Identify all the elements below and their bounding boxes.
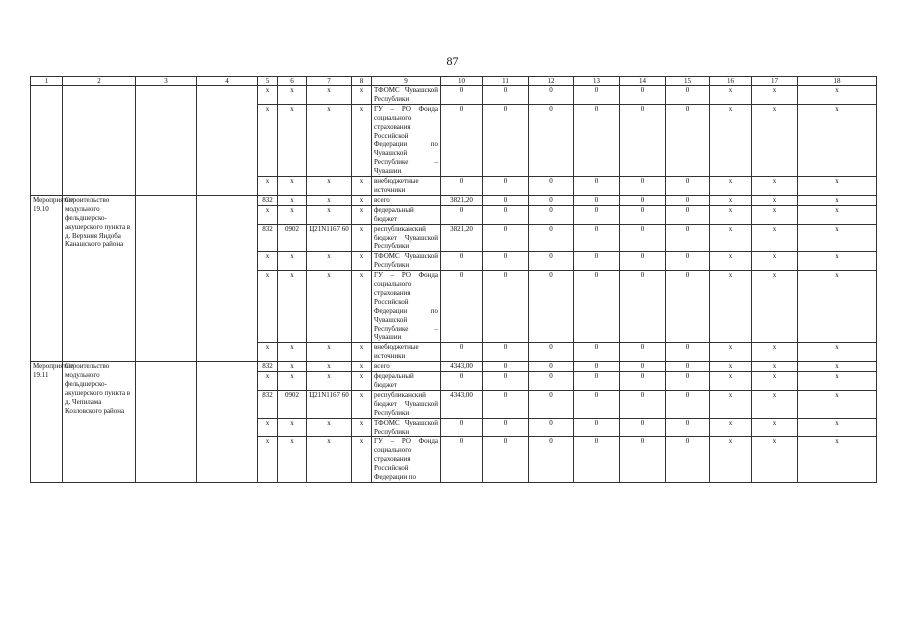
table-cell: x <box>307 104 352 176</box>
table-cell: 0 <box>666 177 710 196</box>
table-cell: 0 <box>483 362 529 372</box>
table-cell: x <box>258 177 278 196</box>
table-cell: x <box>752 177 798 196</box>
table-cell: x <box>710 224 752 252</box>
funding-source: ТФОМС Чувашской Республики <box>372 86 441 105</box>
table-cell: x <box>710 252 752 271</box>
table-cell: x <box>798 372 877 391</box>
table-cell: x <box>752 372 798 391</box>
table-cell: x <box>258 86 278 105</box>
table-cell: x <box>752 437 798 483</box>
table-cell: 0 <box>666 86 710 105</box>
table-cell: 0 <box>574 390 620 418</box>
funding-source: внебюджетные источники <box>372 343 441 362</box>
table-cell: x <box>278 437 307 483</box>
table-cell: 0 <box>666 104 710 176</box>
table-cell: x <box>798 177 877 196</box>
column-number-row <box>31 77 877 86</box>
table-cell: 0 <box>620 205 666 224</box>
table-cell: x <box>710 418 752 437</box>
table-cell: x <box>278 177 307 196</box>
table-cell: x <box>710 372 752 391</box>
table-cell: 0 <box>529 86 574 105</box>
table-cell: x <box>752 343 798 362</box>
table-cell: 0 <box>441 418 483 437</box>
table-cell: x <box>258 271 278 343</box>
table-cell: x <box>752 195 798 205</box>
table-cell: 0 <box>666 362 710 372</box>
table-cell: x <box>798 252 877 271</box>
funding-source: ТФОМС Чувашской Республики <box>372 418 441 437</box>
funding-source: федеральный бюджет <box>372 205 441 224</box>
table-cell: x <box>752 224 798 252</box>
empty-cell <box>136 195 197 361</box>
table-cell: x <box>710 437 752 483</box>
column-header: 5 <box>258 77 278 86</box>
table-cell: 0 <box>620 418 666 437</box>
column-header: 16 <box>710 77 752 86</box>
table-cell: 0 <box>483 372 529 391</box>
table-cell: x <box>307 177 352 196</box>
table-cell: x <box>258 418 278 437</box>
table-cell: 832 <box>258 362 278 372</box>
funding-source: ГУ – РО Фонда социального страхования Российской Федерации по Чувашской Республике – Чувашии <box>372 104 441 176</box>
table-cell: 0 <box>666 437 710 483</box>
table-cell: x <box>752 418 798 437</box>
table-cell: 0 <box>529 372 574 391</box>
empty-cell <box>197 86 258 196</box>
table-cell: x <box>710 362 752 372</box>
table-cell: 0 <box>529 343 574 362</box>
table-cell: 0 <box>666 271 710 343</box>
table-cell: x <box>752 362 798 372</box>
table-cell: 0 <box>441 104 483 176</box>
table-cell: x <box>752 205 798 224</box>
table-cell: x <box>278 252 307 271</box>
table-cell: 0 <box>574 86 620 105</box>
table-cell: x <box>798 205 877 224</box>
table-cell: 0 <box>574 418 620 437</box>
table-cell: 0 <box>620 372 666 391</box>
table-cell: 0 <box>620 390 666 418</box>
table-cell: x <box>352 252 372 271</box>
table-cell: 0 <box>620 195 666 205</box>
table-cell: x <box>710 390 752 418</box>
measure-name <box>63 86 136 196</box>
table-cell: x <box>752 86 798 105</box>
table-cell: 0 <box>574 372 620 391</box>
table-cell: x <box>258 205 278 224</box>
table-cell: 0 <box>441 205 483 224</box>
table-cell: x <box>710 205 752 224</box>
table-cell: 832 <box>258 195 278 205</box>
table-cell: 0 <box>574 177 620 196</box>
empty-cell <box>136 86 197 196</box>
table-cell: 0 <box>441 86 483 105</box>
table-cell: 0 <box>529 418 574 437</box>
table-cell: x <box>352 372 372 391</box>
table-cell: x <box>307 362 352 372</box>
table-cell: x <box>278 86 307 105</box>
table-cell: x <box>710 271 752 343</box>
table-cell: 0 <box>483 252 529 271</box>
table-cell: x <box>258 104 278 176</box>
table-cell: x <box>278 418 307 437</box>
table-cell: 0 <box>620 177 666 196</box>
table-cell: x <box>278 195 307 205</box>
funding-source: федеральный бюджет <box>372 372 441 391</box>
table-cell: x <box>352 195 372 205</box>
table-cell: x <box>307 418 352 437</box>
table-cell: x <box>710 195 752 205</box>
table-cell: x <box>352 86 372 105</box>
funding-source: всего <box>372 195 441 205</box>
column-header: 3 <box>136 77 197 86</box>
table-cell: 0 <box>529 195 574 205</box>
table-cell: x <box>798 86 877 105</box>
table-cell: 0 <box>666 205 710 224</box>
table-cell: x <box>752 104 798 176</box>
table-cell: 0 <box>574 252 620 271</box>
table-cell: x <box>352 362 372 372</box>
table-cell: 0 <box>483 86 529 105</box>
column-header: 17 <box>752 77 798 86</box>
measure-name: Строительство модульного фельдшерско-акушерского пункта в д. Верхняя Яндоба Канашского района <box>63 195 136 361</box>
table-cell: 0 <box>441 177 483 196</box>
table-cell: 3821,20 <box>441 195 483 205</box>
column-header: 13 <box>574 77 620 86</box>
table-cell: 0 <box>666 372 710 391</box>
table-cell: x <box>352 418 372 437</box>
table-cell: x <box>307 252 352 271</box>
table-cell: x <box>258 252 278 271</box>
table-cell: 0 <box>529 224 574 252</box>
table-cell: 0 <box>620 343 666 362</box>
funding-source: ТФОМС Чувашской Республики <box>372 252 441 271</box>
table-cell: x <box>278 343 307 362</box>
table-cell: x <box>352 177 372 196</box>
table-cell: x <box>798 104 877 176</box>
table-cell: x <box>352 205 372 224</box>
table-cell: 0 <box>483 271 529 343</box>
funding-source: всего <box>372 362 441 372</box>
table-cell: 0 <box>574 195 620 205</box>
table-cell: x <box>752 271 798 343</box>
table-cell: 0 <box>620 271 666 343</box>
table-cell: 0 <box>620 224 666 252</box>
table-cell: 0 <box>666 343 710 362</box>
table-cell: 0 <box>529 104 574 176</box>
column-header: 18 <box>798 77 877 86</box>
table-cell: x <box>710 343 752 362</box>
table-cell: x <box>798 271 877 343</box>
table-cell: Ц21N1167 60 <box>307 224 352 252</box>
table-cell: x <box>798 418 877 437</box>
table-cell: 0 <box>529 177 574 196</box>
table-cell: 0 <box>574 104 620 176</box>
table-cell: x <box>278 104 307 176</box>
table-cell: 4343,00 <box>441 390 483 418</box>
table-cell: 3821,20 <box>441 224 483 252</box>
table-cell: x <box>752 252 798 271</box>
table-cell: x <box>307 86 352 105</box>
funding-source: республиканский бюджет Чувашской Республики <box>372 224 441 252</box>
column-header: 14 <box>620 77 666 86</box>
table-cell: 0 <box>483 177 529 196</box>
table-cell: 0 <box>529 362 574 372</box>
table-cell: 0 <box>483 390 529 418</box>
table-cell: 0 <box>620 252 666 271</box>
table-row <box>31 362 877 372</box>
table-cell: Ц21N1167 60 <box>307 390 352 418</box>
page-number: 87 <box>446 54 459 68</box>
table-cell: 832 <box>258 224 278 252</box>
column-header: 4 <box>197 77 258 86</box>
table-cell: 0 <box>529 252 574 271</box>
empty-cell <box>197 195 258 361</box>
column-header: 6 <box>278 77 307 86</box>
table-cell: 0 <box>620 104 666 176</box>
table-cell: 0 <box>666 252 710 271</box>
measure-label: Мероприятие 19.10 <box>31 195 63 361</box>
table-cell: x <box>798 224 877 252</box>
table-cell: 0 <box>441 372 483 391</box>
table-cell: 0 <box>529 437 574 483</box>
funding-source: республиканский бюджет Чувашской Республики <box>372 390 441 418</box>
table-cell: 0 <box>620 437 666 483</box>
table-cell: 0 <box>483 104 529 176</box>
table-cell: 0 <box>666 224 710 252</box>
table-cell: 0 <box>441 437 483 483</box>
column-header: 1 <box>31 77 63 86</box>
table-cell: x <box>258 437 278 483</box>
column-header: 9 <box>372 77 441 86</box>
table-cell: 0 <box>666 390 710 418</box>
table-cell: 4343,00 <box>441 362 483 372</box>
table-cell: 0 <box>483 418 529 437</box>
table-cell: x <box>352 271 372 343</box>
table-cell: 0 <box>529 271 574 343</box>
table-cell: x <box>752 390 798 418</box>
table-row <box>31 195 877 205</box>
table-cell: 0 <box>483 224 529 252</box>
table-cell: x <box>710 177 752 196</box>
empty-cell <box>197 362 258 483</box>
table-cell: 0 <box>441 343 483 362</box>
table-cell: 0 <box>574 205 620 224</box>
funding-source: внебюджетные источники <box>372 177 441 196</box>
table-cell: 0 <box>441 271 483 343</box>
table-cell: x <box>258 343 278 362</box>
table-cell: x <box>710 86 752 105</box>
table-cell: x <box>278 362 307 372</box>
column-header: 10 <box>441 77 483 86</box>
table-cell: x <box>307 271 352 343</box>
table-cell: x <box>352 343 372 362</box>
table-cell: x <box>278 205 307 224</box>
table-cell: 0 <box>483 195 529 205</box>
table-cell: x <box>258 372 278 391</box>
table-cell: x <box>798 343 877 362</box>
table-cell: x <box>710 104 752 176</box>
budget-table <box>30 76 877 483</box>
column-header: 12 <box>529 77 574 86</box>
table-cell: x <box>307 372 352 391</box>
column-header: 15 <box>666 77 710 86</box>
funding-source: ГУ – РО Фонда социального страхования Российской Федерации по <box>372 437 441 483</box>
table-cell: x <box>798 437 877 483</box>
table-cell: 0902 <box>278 224 307 252</box>
table-cell: 0 <box>483 205 529 224</box>
table-cell: x <box>352 437 372 483</box>
table-cell: 0 <box>483 343 529 362</box>
table-cell: 0 <box>620 362 666 372</box>
table-cell: 0 <box>441 252 483 271</box>
column-header: 7 <box>307 77 352 86</box>
table-cell: x <box>307 205 352 224</box>
table-cell: x <box>307 343 352 362</box>
measure-name: Строительство модульного фельдшерско-акушерского пункта в д. Чепилама Козловского района <box>63 362 136 483</box>
column-header: 8 <box>352 77 372 86</box>
table-cell: 0902 <box>278 390 307 418</box>
table-cell: 0 <box>574 271 620 343</box>
table-cell: x <box>278 372 307 391</box>
measure-label <box>31 86 63 196</box>
table-cell: x <box>352 224 372 252</box>
table-cell: 0 <box>483 437 529 483</box>
table-cell: 0 <box>666 195 710 205</box>
table-cell: x <box>307 437 352 483</box>
table-cell: 0 <box>620 86 666 105</box>
table-cell: x <box>352 104 372 176</box>
table-cell: 832 <box>258 390 278 418</box>
funding-source: ГУ – РО Фонда социального страхования Российской Федерации по Чувашской Республике – Чувашии <box>372 271 441 343</box>
table-cell: 0 <box>574 437 620 483</box>
table-cell: 0 <box>574 362 620 372</box>
table-cell: 0 <box>666 418 710 437</box>
table-row <box>31 86 877 105</box>
table-cell: 0 <box>574 343 620 362</box>
table-cell: x <box>352 390 372 418</box>
measure-label: Мероприятие 19.11 <box>31 362 63 483</box>
table-cell: 0 <box>574 224 620 252</box>
table-cell: x <box>278 271 307 343</box>
column-header: 2 <box>63 77 136 86</box>
column-header: 11 <box>483 77 529 86</box>
table-cell: x <box>798 390 877 418</box>
table-cell: x <box>798 195 877 205</box>
table-cell: 0 <box>529 390 574 418</box>
table-cell: x <box>307 195 352 205</box>
table-cell: x <box>798 362 877 372</box>
empty-cell <box>136 362 197 483</box>
table-cell: 0 <box>529 205 574 224</box>
